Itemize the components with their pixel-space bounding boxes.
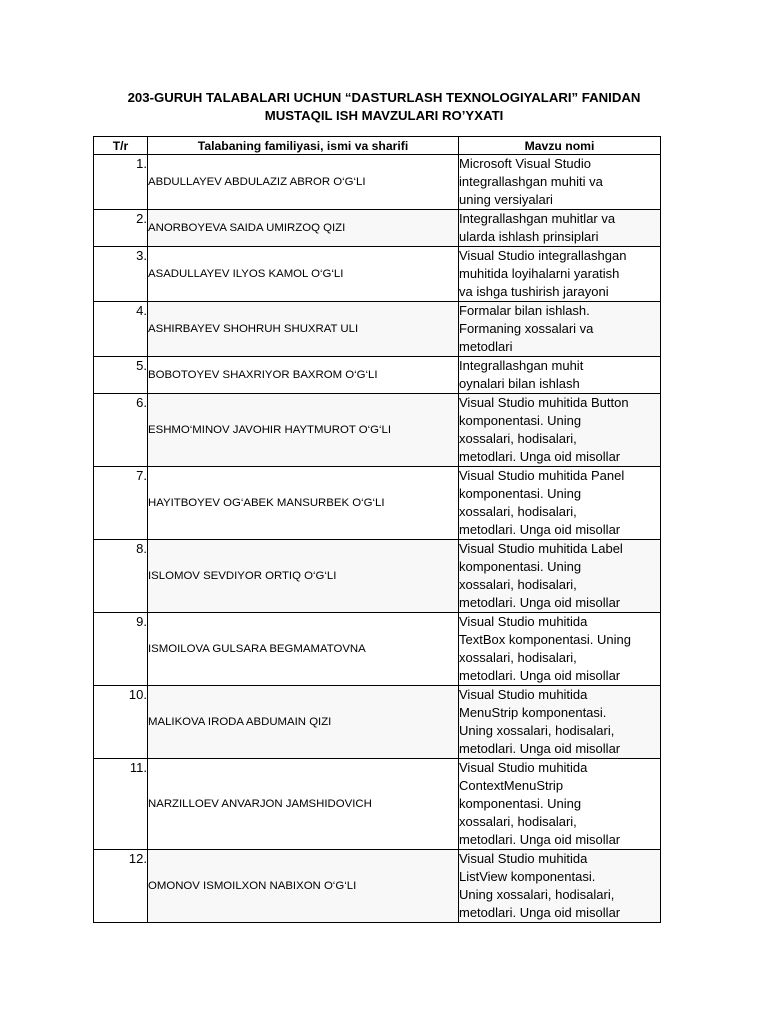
topic-line: Integrallashgan muhit [459, 358, 584, 373]
row-number: 4. [94, 302, 148, 357]
topic-line: metodlari. Unga oid misollar [459, 905, 621, 920]
topic-line: Visual Studio muhitida [459, 687, 588, 702]
topic-line: Formaning xossalari va [459, 321, 594, 336]
student-name: OMONOV ISMOILXON NABIXON O‘G‘LI [148, 850, 459, 923]
topic-line: Integrallashgan muhitlar va [459, 211, 616, 226]
topic-line: metodlari. Unga oid misollar [459, 668, 621, 683]
table-row [94, 394, 661, 467]
header-topic: Mavzu nomi [459, 137, 661, 155]
row-number: 1. [94, 155, 148, 210]
table-row [94, 759, 661, 850]
table-row [94, 540, 661, 613]
topic-line: Visual Studio muhitida Panel [459, 468, 625, 483]
topic-line: metodlari. Unga oid misollar [459, 832, 621, 847]
topic-cell [459, 357, 661, 394]
topic-line: metodlari. Unga oid misollar [459, 522, 621, 537]
header-number: T/r [94, 137, 148, 155]
student-name: ABDULLAYEV ABDULAZIZ ABROR O‘G‘LI [148, 155, 459, 210]
topic-line: metodlari [459, 339, 513, 354]
topic-line: komponentasi. Uning [459, 559, 582, 574]
topic-line: Formalar bilan ishlash. [459, 303, 590, 318]
topic-line: Visual Studio muhitida [459, 760, 588, 775]
topic-line: xossalari, hodisalari, [459, 431, 577, 446]
topic-line: metodlari. Unga oid misollar [459, 449, 621, 464]
topic-cell [459, 210, 661, 247]
topic-cell [459, 613, 661, 686]
topic-cell [459, 394, 661, 467]
table-row [94, 302, 661, 357]
topic-line: Visual Studio muhitida [459, 851, 588, 866]
student-name: NARZILLOEV ANVARJON JAMSHIDOVICH [148, 759, 459, 850]
header-student-name: Talabaning familiyasi, ismi va sharifi [148, 137, 459, 155]
topic-line: Visual Studio muhitida Button [459, 395, 629, 410]
document-title [60, 89, 708, 125]
topic-line: ularda ishlash prinsiplari [459, 229, 599, 244]
table-row [94, 686, 661, 759]
row-number: 7. [94, 467, 148, 540]
topic-line: ListView komponentasi. [459, 869, 596, 884]
student-name: ASHIRBAYEV SHOHRUH SHUXRAT ULI [148, 302, 459, 357]
topic-line: komponentasi. Uning [459, 796, 582, 811]
student-name: ASADULLAYEV ILYOS KAMOL O‘G‘LI [148, 247, 459, 302]
row-number: 3. [94, 247, 148, 302]
topic-cell [459, 850, 661, 923]
topics-table [93, 136, 661, 923]
topic-line: xossalari, hodisalari, [459, 504, 577, 519]
topic-cell [459, 759, 661, 850]
topic-line: komponentasi. Uning [459, 413, 582, 428]
student-name: MALIKOVA IRODA ABDUMAIN QIZI [148, 686, 459, 759]
topic-line: va ishga tushirish jarayoni [459, 284, 609, 299]
student-name: ISMOILOVA GULSARA BEGMAMATOVNA [148, 613, 459, 686]
topic-line: xossalari, hodisalari, [459, 650, 577, 665]
topic-cell [459, 467, 661, 540]
student-name: ANORBOYEVA SAIDA UMIRZOQ QIZI [148, 210, 459, 247]
topic-line: xossalari, hodisalari, [459, 814, 577, 829]
topic-cell [459, 247, 661, 302]
table-row [94, 357, 661, 394]
table-header-row [94, 137, 661, 155]
topic-line: oynalari bilan ishlash [459, 376, 580, 391]
row-number: 12. [94, 850, 148, 923]
topic-line: ContextMenuStrip [459, 778, 564, 793]
student-name: HAYITBOYEV OG‘ABEK MANSURBEK O‘G‘LI [148, 467, 459, 540]
topic-line: Uning xossalari, hodisalari, [459, 723, 615, 738]
topic-line: TextBox komponentasi. Uning [459, 632, 631, 647]
topic-line: Visual Studio muhitida Label [459, 541, 623, 556]
topic-line: metodlari. Unga oid misollar [459, 595, 621, 610]
table-row [94, 247, 661, 302]
table-row [94, 155, 661, 210]
row-number: 9. [94, 613, 148, 686]
topic-line: muhitida loyihalarni yaratish [459, 266, 620, 281]
row-number: 6. [94, 394, 148, 467]
student-name: BOBOTOYEV SHAXRIYOR BAXROM O‘G‘LI [148, 357, 459, 394]
student-name: ISLOMOV SEVDIYOR ORTIQ O‘G‘LI [148, 540, 459, 613]
title-line-2: MUSTAQIL ISH MAVZULARI RO’YXATI [264, 108, 504, 123]
student-name: ESHMO‘MINOV JAVOHIR HAYTMUROT O‘G‘LI [148, 394, 459, 467]
title-line-1: 203-GURUH TALABALARI UCHUN “DASTURLASH TEXNOLOGIYALARI” FANIDAN [127, 90, 641, 105]
topic-line: xossalari, hodisalari, [459, 577, 577, 592]
row-number: 11. [94, 759, 148, 850]
topic-line: metodlari. Unga oid misollar [459, 741, 621, 756]
topic-line: Visual Studio integrallashgan [459, 248, 627, 263]
topic-cell [459, 302, 661, 357]
row-number: 8. [94, 540, 148, 613]
topic-line: Microsoft Visual Studio [459, 156, 591, 171]
topic-line: Uning xossalari, hodisalari, [459, 887, 615, 902]
topic-line: komponentasi. Uning [459, 486, 582, 501]
table-row [94, 613, 661, 686]
topic-cell [459, 686, 661, 759]
table-row [94, 850, 661, 923]
topic-cell [459, 540, 661, 613]
table-row [94, 467, 661, 540]
row-number: 2. [94, 210, 148, 247]
topic-line: Visual Studio muhitida [459, 614, 588, 629]
topic-line: MenuStrip komponentasi. [459, 705, 607, 720]
topic-line: integrallashgan muhiti va [459, 174, 603, 189]
topic-line: uning versiyalari [459, 192, 553, 207]
row-number: 10. [94, 686, 148, 759]
topic-cell [459, 155, 661, 210]
table-body [94, 155, 661, 923]
row-number: 5. [94, 357, 148, 394]
table-row [94, 210, 661, 247]
